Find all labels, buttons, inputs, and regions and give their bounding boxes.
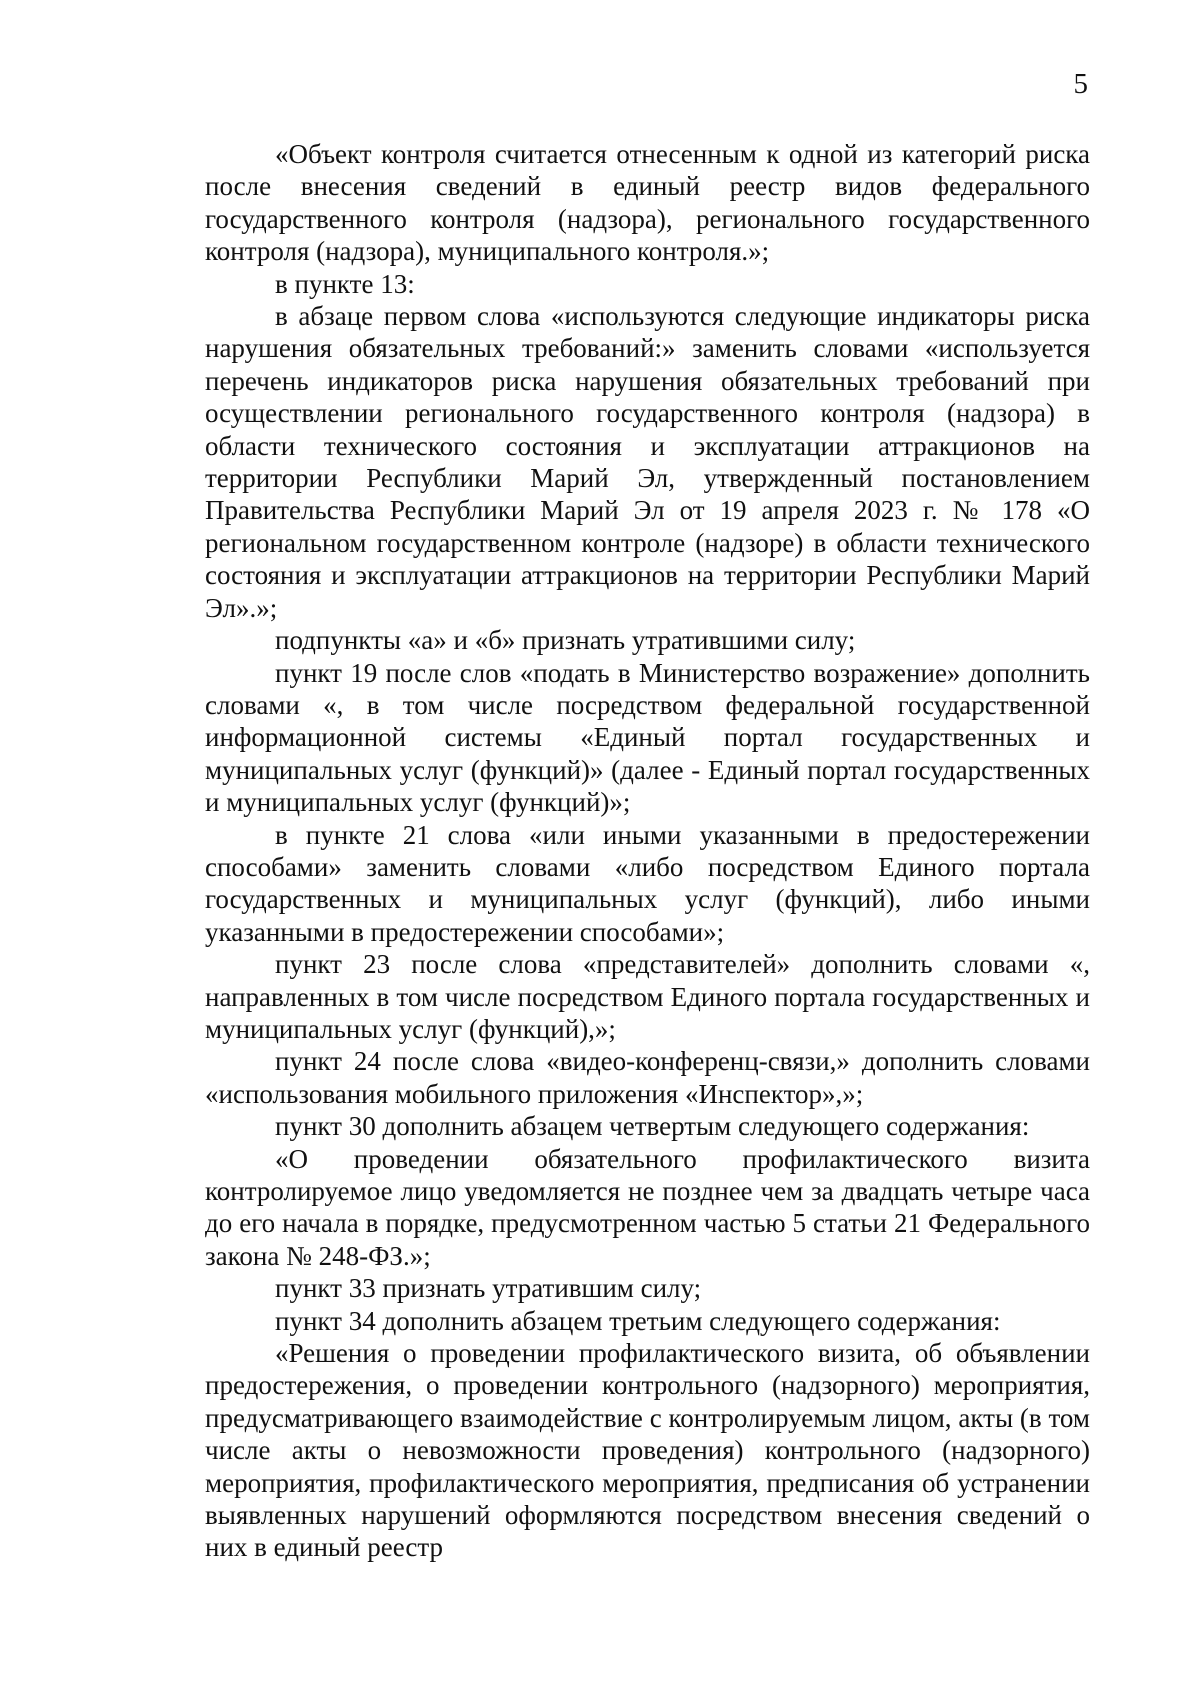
paragraph-9: пункт 30 дополнить абзацем четвертым следующего содержания: — [275, 1111, 1030, 1142]
paragraph-7: пункт 23 после слова «представителей» дополнить словами «, направленных в том числе посредством Единого портала государственных и муниципальных услуг (функций),»; — [205, 949, 1090, 1044]
paragraph-4: подпункты «а» и «б» признать утратившими силу; — [275, 625, 856, 656]
page-number: 5 — [1073, 68, 1088, 100]
paragraph-12: пункт 34 дополнить абзацем третьим следующего содержания: — [275, 1305, 1001, 1336]
paragraph-2: в пункте 13: — [275, 268, 415, 299]
paragraph-13: «Решения о проведении профилактического визита, об объявлении предостережения, о проведении контрольного (надзорного) мероприятия, предусматривающего взаимодействие с контролируемым лицом, акты (в том числе акты о невозможности проведения) контрольного (надзорного) мероприятия, профилактического мероприятия, предписания об устранении выявленных нарушений оформляются посредством внесения сведений о них в единый реестр — [205, 1338, 1090, 1563]
paragraph-11: пункт 33 признать утратившим силу; — [275, 1273, 702, 1304]
paragraph-1: «Объект контроля считается отнесенным к одной из категорий риска после внесения сведений в единый реестр видов федерального государственного контроля (надзора), регионального государственного контроля (надзора), муниципального контроля.»; — [205, 139, 1090, 267]
paragraph-8: пункт 24 после слова «видео-конференц-связи,» дополнить словами «использования мобильного приложения «Инспектор»,»; — [205, 1046, 1090, 1109]
paragraph-10: «О проведении обязательного профилактического визита контролируемое лицо уведомляется не позднее чем за двадцать четыре часа до его начала в порядке, предусмотренном частью 5 статьи 21 Федерального закона № 248-ФЗ.»; — [205, 1143, 1090, 1271]
paragraph-6: в пункте 21 слова «или иными указанными в предостережении способами» заменить словами «либо посредством Единого портала государственных и муниципальных услуг (функций), либо иными указанными в предостережении способами»; — [205, 819, 1090, 947]
document-body — [205, 138, 1090, 1564]
paragraph-5: пункт 19 после слов «подать в Министерство возражение» дополнить словами «, в том числе посредством федеральной государственной информационной системы «Единый портал государственных и муниципальных услуг (функций)» (далее - Единый портал государственных и муниципальных услуг (функций)»; — [205, 657, 1090, 818]
paragraph-3: в абзаце первом слова «используются следующие индикаторы риска нарушения обязательных требований:» заменить словами «используется перечень индикаторов риска нарушения обязательных требований при осуществлении регионального государственного контроля (надзора) в области технического состояния и эксплуатации аттракционов на территории Республики Марий Эл, утвержденный постановлением Правительства Республики Марий Эл от 19 апреля 2023 г. № 178 «О региональном государственном контроле (надзоре) в области технического состояния и эксплуатации аттракционов на территории Республики Марий Эл».»; — [205, 301, 1090, 623]
